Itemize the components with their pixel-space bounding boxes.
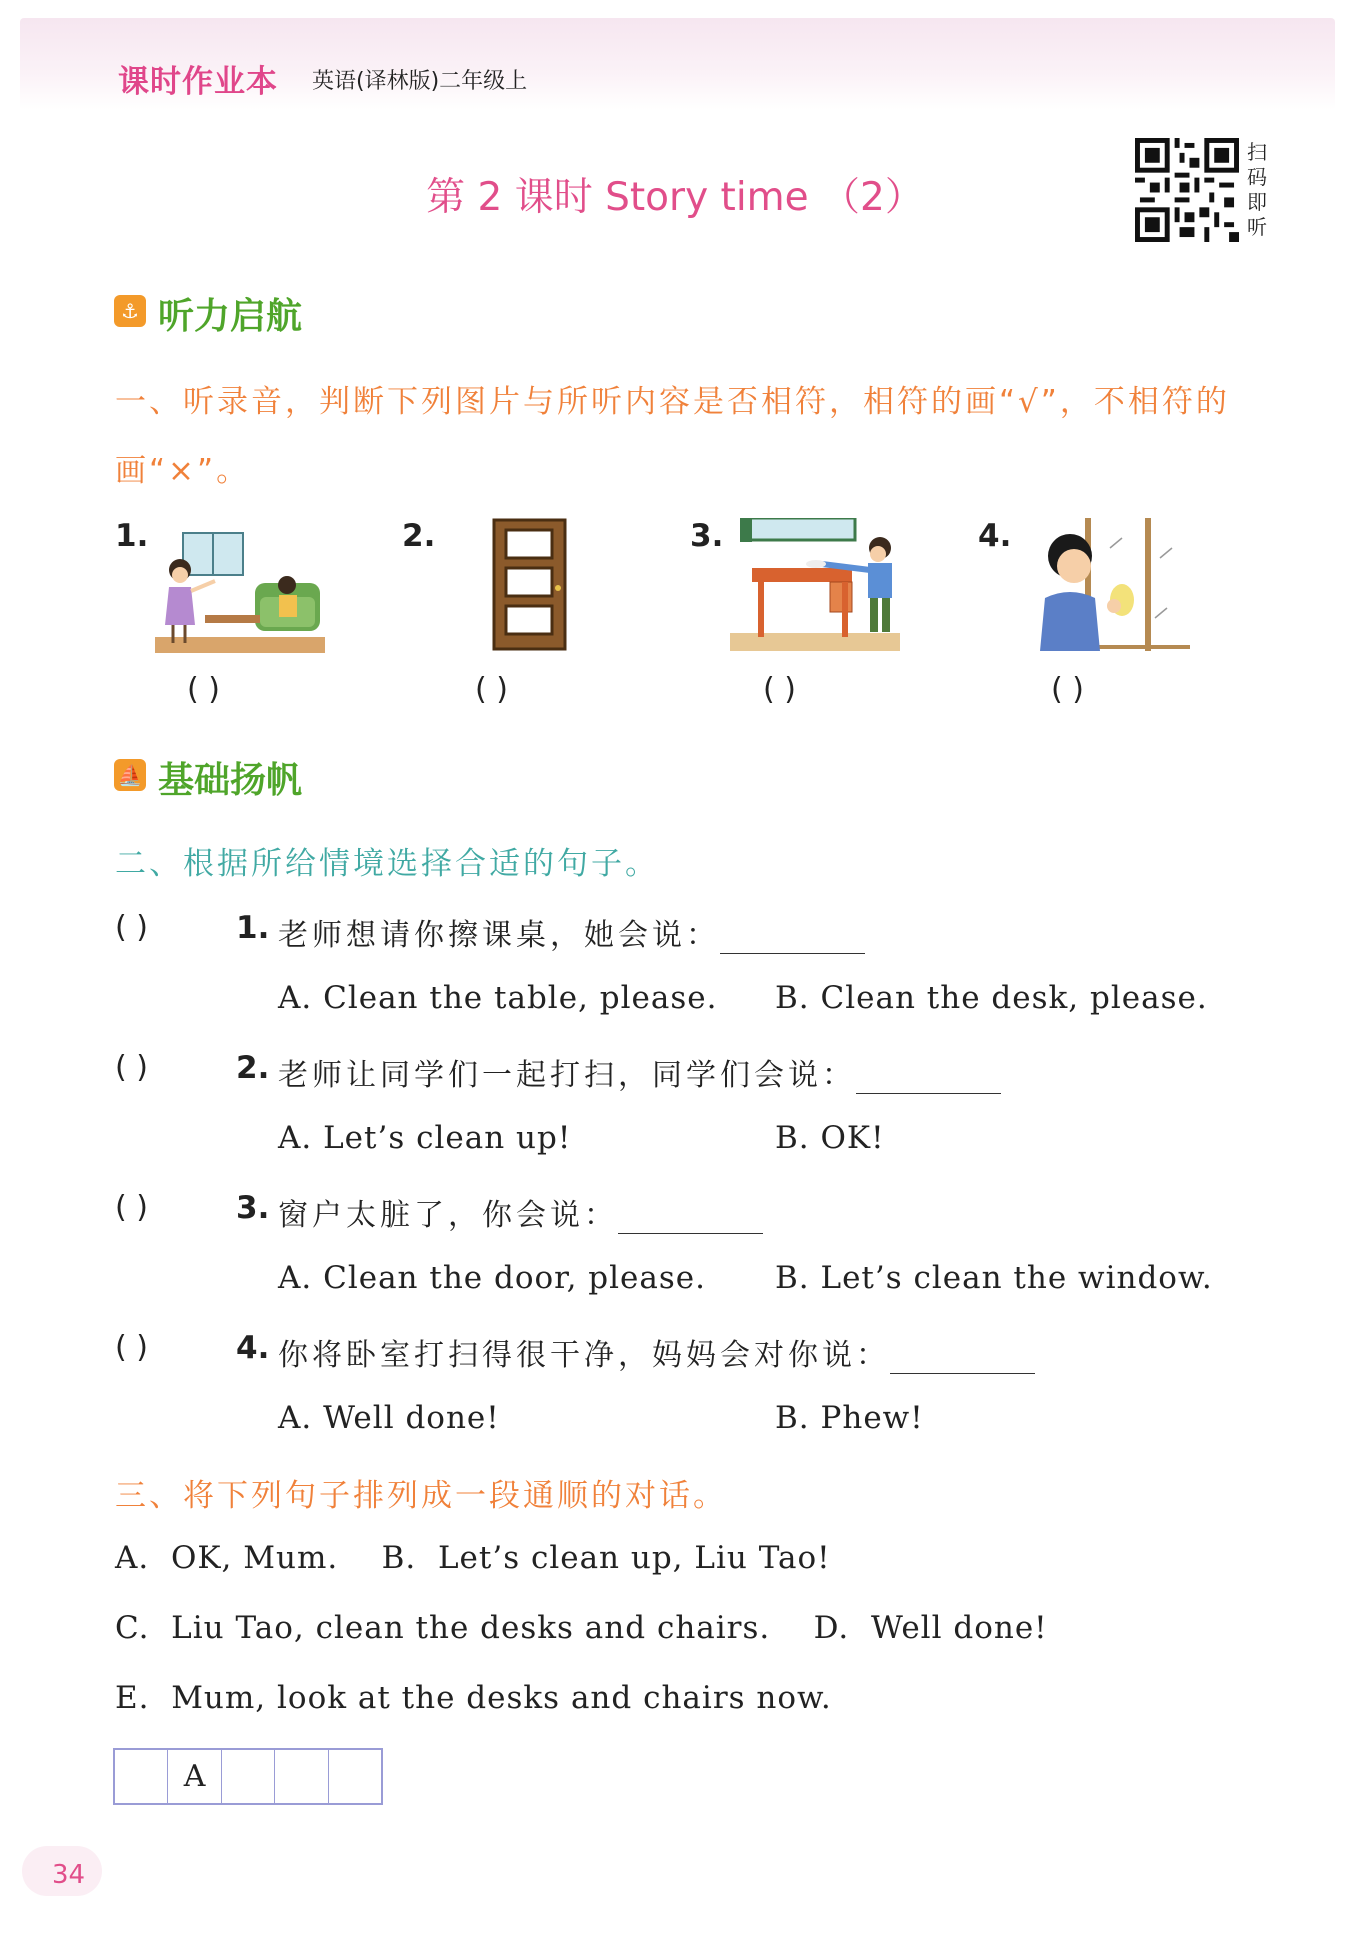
- question-number: 3.: [236, 1190, 270, 1226]
- question-number: 2.: [236, 1050, 270, 1086]
- option-b: B. Clean the desk, please.: [775, 980, 1208, 1016]
- question-text: 你将卧室打扫得很干净，妈妈会对你说：: [278, 1330, 1035, 1374]
- section2-title: 基础扬帆: [158, 760, 303, 801]
- page-number: 34: [52, 1860, 86, 1890]
- answer-parentheses[interactable]: ( ): [115, 1330, 148, 1365]
- option-b: B. Phew!: [775, 1400, 924, 1436]
- item-number: 1.: [115, 518, 149, 554]
- section1-instruction-line1: 一、听录音，判断下列图片与所听内容是否相符，相符的画“√”，不相符的: [115, 384, 1230, 420]
- section2-instruction: 二、根据所给情境选择合适的句子。: [115, 846, 659, 882]
- item-number: 3.: [690, 518, 724, 554]
- answer-parentheses[interactable]: ( ): [115, 1190, 148, 1225]
- brand-title: 课时作业本: [118, 64, 278, 100]
- item-number: 2.: [402, 518, 436, 554]
- answer-parentheses[interactable]: ( ): [475, 672, 508, 707]
- option-a: A. Clean the table, please.: [278, 980, 718, 1016]
- answer-parentheses[interactable]: ( ): [1051, 672, 1084, 707]
- anchor-icon: ⚓: [114, 295, 146, 327]
- answer-blank[interactable]: [720, 923, 865, 954]
- answer-cell[interactable]: [329, 1750, 381, 1803]
- answer-parentheses[interactable]: ( ): [115, 910, 148, 945]
- option-a: A. Well done!: [278, 1400, 500, 1436]
- lesson-title: 第 2 课时 Story time （2）: [426, 175, 924, 220]
- qr-code-icon[interactable]: [1135, 138, 1239, 242]
- answer-blank[interactable]: [890, 1343, 1035, 1374]
- option-a: A. Clean the door, please.: [278, 1260, 706, 1296]
- window-cleaning-picture: [1040, 518, 1190, 651]
- answer-cell[interactable]: [222, 1750, 275, 1803]
- answer-parentheses[interactable]: ( ): [187, 672, 220, 707]
- question-text: 老师想请你擦课桌，她会说：: [278, 910, 865, 954]
- section1-title: 听力启航: [158, 296, 303, 337]
- section3-instruction: 三、将下列句子排列成一段通顺的对话。: [115, 1478, 727, 1514]
- dialogue-line: C. Liu Tao, clean the desks and chairs. D. Well done!: [115, 1610, 1048, 1646]
- section1-instruction-line2: 画“×”。: [115, 453, 251, 489]
- answer-blank[interactable]: [618, 1203, 763, 1234]
- answer-cell[interactable]: [115, 1750, 168, 1803]
- sailboat-icon: ⛵: [114, 759, 146, 791]
- subject-title: 英语(译林版)二年级上: [312, 69, 528, 94]
- answer-parentheses[interactable]: ( ): [115, 1050, 148, 1085]
- answer-parentheses[interactable]: ( ): [763, 672, 796, 707]
- question-number: 1.: [236, 910, 270, 946]
- question-text: 窗户太脏了，你会说：: [278, 1190, 763, 1234]
- door-picture: [492, 518, 567, 651]
- answer-blank[interactable]: [856, 1063, 1001, 1094]
- item-number: 4.: [978, 518, 1012, 554]
- option-b: B. OK!: [775, 1120, 885, 1156]
- qr-caption: 扫 码 即 听: [1247, 140, 1267, 239]
- question-number: 4.: [236, 1330, 270, 1366]
- question-text: 老师让同学们一起打扫，同学们会说：: [278, 1050, 1001, 1094]
- answer-cell[interactable]: A: [168, 1750, 221, 1803]
- option-b: B. Let’s clean the window.: [775, 1260, 1213, 1296]
- answer-order-grid: [113, 1748, 383, 1805]
- desk-cleaning-picture: [730, 518, 900, 651]
- option-a: A. Let’s clean up!: [278, 1120, 572, 1156]
- dialogue-line: A. OK, Mum. B. Let’s clean up, Liu Tao!: [115, 1540, 831, 1576]
- living-room-picture: [155, 525, 325, 653]
- dialogue-line: E. Mum, look at the desks and chairs now.: [115, 1680, 832, 1716]
- answer-cell[interactable]: [275, 1750, 328, 1803]
